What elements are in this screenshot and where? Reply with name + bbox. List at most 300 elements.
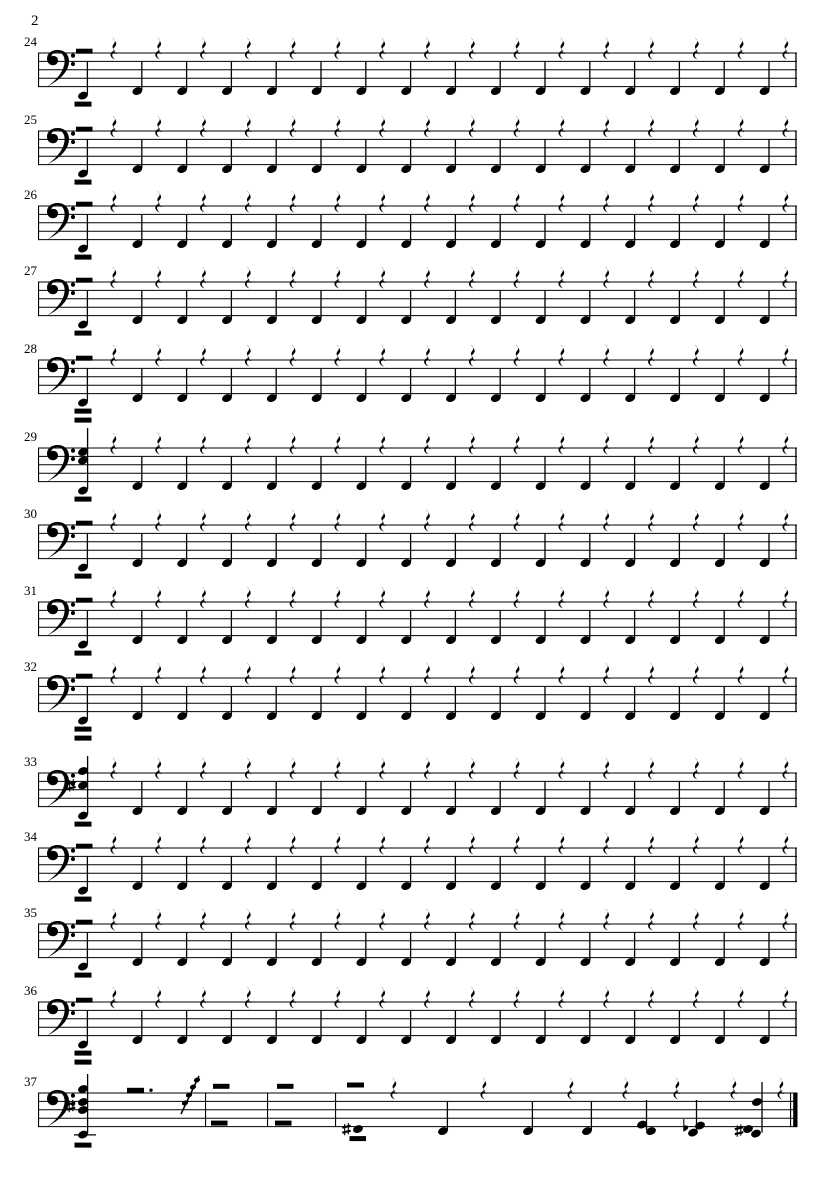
quarter-note	[311, 781, 323, 816]
quarter-rest	[514, 116, 520, 138]
quarter-rest	[514, 587, 520, 609]
rest-bar-below	[75, 897, 92, 902]
quarter-rest	[738, 987, 744, 1009]
system-35	[24, 905, 797, 978]
quarter-rest	[424, 510, 430, 532]
quarter-rest	[290, 909, 296, 931]
quarter-note	[624, 139, 636, 174]
quarter-rest	[648, 510, 654, 532]
quarter-note	[266, 290, 278, 325]
opening-event	[75, 998, 93, 1065]
quarter-rest	[245, 987, 251, 1009]
quarter-note	[579, 686, 591, 721]
quarter-note	[445, 686, 457, 721]
quarter-rest	[335, 663, 341, 685]
start-barline	[38, 448, 39, 483]
bass-clef-icon	[47, 128, 75, 165]
quarter-rest	[693, 38, 699, 60]
end-barline	[795, 360, 796, 395]
quarter-rest	[648, 267, 654, 289]
start-barline	[38, 360, 39, 395]
whole-rest	[76, 202, 93, 207]
quarter-note	[131, 1010, 143, 1045]
quarter-rest	[379, 433, 385, 455]
quarter-rest	[379, 833, 385, 855]
quarter-note	[490, 456, 502, 491]
quarter-note	[714, 290, 726, 325]
quarter-rest	[200, 433, 206, 455]
rest-bar-below	[75, 331, 92, 336]
quarter-rest	[514, 267, 520, 289]
low-quarter-note	[77, 610, 89, 649]
whole-rest	[76, 920, 93, 925]
quarter-rest	[559, 267, 565, 289]
quarter-rest	[290, 663, 296, 685]
measure-number: 33	[24, 754, 37, 769]
rhythm-pattern	[111, 663, 789, 722]
opening-chord	[67, 1074, 96, 1140]
quarter-rest	[111, 587, 117, 609]
system-26	[24, 187, 797, 260]
low-quarter-note	[77, 856, 89, 895]
quarter-rest	[738, 833, 744, 855]
quarter-note	[759, 686, 771, 721]
rhythm-pattern	[111, 587, 789, 646]
quarter-note	[266, 1010, 278, 1045]
opening-chord	[77, 428, 89, 496]
quarter-rest	[783, 433, 789, 455]
start-barline	[38, 282, 39, 317]
quarter-note	[311, 610, 323, 645]
start-barline	[38, 924, 39, 959]
start-barline	[38, 206, 39, 241]
opening-event	[75, 127, 93, 185]
measure-number: 27	[24, 263, 37, 278]
quarter-rest	[738, 909, 744, 931]
quarter-rest	[648, 909, 654, 931]
quarter-rest	[424, 663, 430, 685]
quarter-rest	[200, 909, 206, 931]
quarter-note	[445, 139, 457, 174]
quarter-rest	[514, 758, 520, 780]
quarter-note	[714, 781, 726, 816]
rest-bar-below	[75, 651, 92, 656]
quarter-note	[311, 533, 323, 568]
quarter-rest	[738, 191, 744, 213]
quarter-rest	[603, 987, 609, 1009]
rest-bar-below	[75, 409, 92, 423]
quarter-note	[445, 456, 457, 491]
quarter-rest	[245, 833, 251, 855]
quarter-note	[266, 610, 278, 645]
quarter-rest	[424, 38, 430, 60]
quarter-rest	[245, 909, 251, 931]
quarter-rest	[738, 663, 744, 685]
quarter-rest	[559, 758, 565, 780]
quarter-rest	[514, 663, 520, 685]
quarter-rest	[155, 116, 161, 138]
quarter-note	[624, 856, 636, 891]
quarter-rest	[469, 510, 475, 532]
system-28	[24, 341, 797, 423]
quarter-note	[445, 932, 457, 967]
quarter-rest	[648, 663, 654, 685]
quarter-note	[445, 781, 457, 816]
system-37	[24, 1074, 798, 1148]
quarter-rest	[200, 833, 206, 855]
quarter-note	[221, 1010, 233, 1045]
quarter-rest	[111, 833, 117, 855]
quarter-note	[714, 214, 726, 249]
quarter-rest	[245, 510, 251, 532]
quarter-note	[714, 368, 726, 403]
quarter-rest	[424, 987, 430, 1009]
quarter-note	[131, 856, 143, 891]
quarter-note	[490, 856, 502, 891]
quarter-rest	[469, 191, 475, 213]
quarter-note	[759, 368, 771, 403]
low-quarter-note	[77, 932, 89, 971]
quarter-rest	[424, 587, 430, 609]
quarter-note	[400, 139, 412, 174]
start-barline	[38, 131, 39, 166]
quarter-note	[490, 1010, 502, 1045]
final-chord	[735, 1082, 763, 1139]
staff-lines	[38, 131, 797, 165]
quarter-note	[355, 686, 367, 721]
quarter-rest	[290, 987, 296, 1009]
quarter-rest	[379, 987, 385, 1009]
quarter-note	[355, 1010, 367, 1045]
measure-number: 31	[24, 583, 37, 598]
rest-bar-below	[75, 574, 92, 579]
quarter-rest	[155, 345, 161, 367]
quarter-note	[400, 610, 412, 645]
quarter-rest	[783, 587, 789, 609]
rhythm-pattern	[111, 433, 789, 492]
quarter-note	[759, 456, 771, 491]
quarter-rest	[648, 833, 654, 855]
quarter-note	[759, 1010, 771, 1045]
quarter-note	[535, 856, 547, 891]
quarter-note	[445, 214, 457, 249]
quarter-note	[669, 781, 681, 816]
quarter-rest	[155, 587, 161, 609]
quarter-note	[535, 781, 547, 816]
end-barline	[795, 773, 796, 808]
quarter-note	[624, 610, 636, 645]
quarter-note	[579, 610, 591, 645]
low-quarter-note	[77, 1010, 89, 1049]
quarter-rest	[245, 433, 251, 455]
staff-lines	[38, 53, 797, 87]
rest-bar-below	[75, 727, 92, 741]
barline	[267, 1093, 268, 1128]
quarter-note	[131, 139, 143, 174]
quarter-note	[579, 456, 591, 491]
opening-event	[75, 49, 93, 107]
whole-rest	[76, 49, 93, 54]
quarter-note	[669, 61, 681, 96]
quarter-note	[355, 456, 367, 491]
quarter-rest	[379, 587, 385, 609]
quarter-rest	[200, 663, 206, 685]
quarter-rest	[481, 1078, 487, 1100]
rest-bar-below	[75, 1051, 92, 1065]
quarter-rest	[603, 433, 609, 455]
quarter-rest	[155, 191, 161, 213]
quarter-note	[131, 686, 143, 721]
quarter-note	[490, 368, 502, 403]
quarter-note	[579, 533, 591, 568]
measure-number: 34	[24, 829, 37, 844]
end-barline	[795, 131, 796, 166]
quarter-rest	[648, 987, 654, 1009]
whole-rest	[76, 998, 93, 1003]
quarter-rest	[424, 909, 430, 931]
quarter-rest	[674, 1078, 680, 1100]
bass-clef-icon	[47, 203, 75, 240]
quarter-note	[535, 932, 547, 967]
quarter-rest	[603, 663, 609, 685]
quarter-note	[490, 932, 502, 967]
quarter-rest	[693, 191, 699, 213]
quarter-note	[624, 533, 636, 568]
start-barline	[38, 602, 39, 637]
system-25	[24, 112, 797, 185]
quarter-rest	[245, 116, 251, 138]
quarter-note	[355, 610, 367, 645]
quarter-rest	[693, 345, 699, 367]
measure-number: 24	[24, 34, 37, 49]
quarter-rest	[200, 267, 206, 289]
quarter-rest	[424, 833, 430, 855]
quarter-rest	[290, 833, 296, 855]
opening-event	[75, 521, 93, 579]
quarter-note	[311, 932, 323, 967]
bass-clef-icon	[47, 445, 75, 482]
quarter-rest	[379, 510, 385, 532]
quarter-rest	[514, 38, 520, 60]
quarter-note	[445, 856, 457, 891]
end-barline	[795, 525, 796, 560]
quarter-note	[176, 290, 188, 325]
quarter-note	[131, 368, 143, 403]
quarter-rest	[559, 38, 565, 60]
quarter-note	[176, 533, 188, 568]
quarter-note	[221, 139, 233, 174]
quarter-rest	[290, 38, 296, 60]
quarter-rest	[200, 987, 206, 1009]
quarter-note	[669, 610, 681, 645]
quarter-note	[355, 214, 367, 249]
quarter-rest	[603, 191, 609, 213]
quarter-note	[445, 61, 457, 96]
quarter-note	[400, 533, 412, 568]
start-barline	[38, 678, 39, 713]
quarter-rest	[111, 433, 117, 455]
quarter-note	[669, 456, 681, 491]
quarter-note	[221, 368, 233, 403]
quarter-rest	[155, 433, 161, 455]
measure-number: 28	[24, 341, 37, 356]
low-quarter-note	[77, 139, 89, 178]
low-quarter-note	[77, 61, 89, 100]
quarter-note	[445, 368, 457, 403]
quarter-note	[669, 856, 681, 891]
quarter-note	[176, 856, 188, 891]
quarter-rest	[568, 1078, 574, 1100]
quarter-note	[579, 856, 591, 891]
dotted-half-rest	[127, 1088, 153, 1093]
quarter-note	[176, 368, 188, 403]
whole-rest	[76, 844, 93, 849]
quarter-rest	[559, 663, 565, 685]
quarter-note	[221, 932, 233, 967]
quarter-rest	[200, 510, 206, 532]
system-34	[24, 829, 797, 902]
quarter-note	[311, 686, 323, 721]
quarter-rest	[559, 833, 565, 855]
low-quarter-note	[77, 290, 89, 329]
measure-number: 30	[24, 506, 37, 521]
quarter-rest	[335, 116, 341, 138]
quarter-note	[176, 932, 188, 967]
quarter-rest	[469, 833, 475, 855]
quarter-note	[624, 932, 636, 967]
low-quarter-note	[77, 214, 89, 253]
quarter-note	[669, 533, 681, 568]
quarter-note	[176, 610, 188, 645]
quarter-note	[266, 456, 278, 491]
quarter-rest	[559, 587, 565, 609]
quarter-note	[579, 290, 591, 325]
quarter-note	[221, 533, 233, 568]
quarter-rest	[335, 345, 341, 367]
quarter-note	[266, 533, 278, 568]
quarter-note	[221, 781, 233, 816]
quarter-note	[669, 290, 681, 325]
rest-bar-below	[75, 497, 92, 502]
quarter-note	[490, 533, 502, 568]
quarter-note	[714, 61, 726, 96]
start-barline	[38, 848, 39, 883]
quarter-note	[221, 214, 233, 249]
quarter-rest	[335, 191, 341, 213]
quarter-rest	[514, 909, 520, 931]
quarter-rest	[245, 267, 251, 289]
quarter-rest	[648, 191, 654, 213]
quarter-rest	[623, 1078, 629, 1100]
quarter-note	[759, 533, 771, 568]
system-36	[24, 983, 797, 1065]
bass-clef-icon	[47, 279, 75, 316]
quarter-rest	[155, 267, 161, 289]
rhythm-pattern	[111, 191, 789, 250]
measure-number: 26	[24, 187, 37, 202]
quarter-rest	[469, 909, 475, 931]
quarter-rest	[603, 267, 609, 289]
grace-cluster	[181, 1076, 201, 1114]
end-barline	[795, 282, 796, 317]
quarter-note	[445, 290, 457, 325]
quarter-note	[624, 290, 636, 325]
quarter-rest	[290, 345, 296, 367]
quarter-note	[759, 610, 771, 645]
quarter-note	[624, 686, 636, 721]
quarter-rest	[738, 587, 744, 609]
quarter-rest	[469, 345, 475, 367]
quarter-rest	[603, 833, 609, 855]
quarter-note	[579, 214, 591, 249]
quarter-note	[131, 214, 143, 249]
quarter-rest	[200, 758, 206, 780]
quarter-note	[624, 214, 636, 249]
staff-lines	[38, 773, 797, 807]
quarter-rest	[200, 345, 206, 367]
quarter-rest	[738, 38, 744, 60]
quarter-rest	[603, 909, 609, 931]
rest-bar-below	[75, 1143, 92, 1148]
rhythm-pattern	[111, 345, 789, 404]
opening-event	[75, 674, 93, 741]
quarter-rest	[603, 510, 609, 532]
quarter-rest	[424, 267, 430, 289]
measure-number: 35	[24, 905, 37, 920]
opening-event	[75, 598, 93, 656]
quarter-note	[311, 456, 323, 491]
quarter-rest	[155, 510, 161, 532]
quarter-note	[176, 1010, 188, 1045]
quarter-note	[535, 214, 547, 249]
quarter-rest	[783, 909, 789, 931]
quarter-rest	[731, 1078, 737, 1100]
measure-number: 29	[24, 429, 37, 444]
quarter-note	[445, 533, 457, 568]
quarter-rest	[738, 345, 744, 367]
whole-rest	[76, 278, 93, 283]
quarter-note	[355, 932, 367, 967]
quarter-note	[579, 781, 591, 816]
system-30	[24, 506, 797, 579]
quarter-rest	[111, 116, 117, 138]
quarter-note	[355, 139, 367, 174]
measure-number: 32	[24, 659, 37, 674]
bass-clef-icon	[47, 599, 75, 636]
low-quarter-note	[77, 368, 89, 407]
quarter-note	[131, 932, 143, 967]
quarter-rest	[200, 587, 206, 609]
quarter-note	[579, 139, 591, 174]
quarter-note	[445, 1010, 457, 1045]
whole-rest	[76, 356, 93, 361]
quarter-rest	[379, 116, 385, 138]
bass-clef-icon	[47, 921, 75, 958]
quarter-note	[759, 290, 771, 325]
quarter-rest	[783, 758, 789, 780]
system-29	[24, 428, 797, 502]
quarter-note	[437, 1101, 449, 1136]
quarter-rest	[335, 909, 341, 931]
quarter-note	[445, 610, 457, 645]
quarter-note	[131, 610, 143, 645]
quarter-rest	[693, 433, 699, 455]
quarter-rest	[335, 510, 341, 532]
quarter-note	[221, 290, 233, 325]
quarter-note	[400, 781, 412, 816]
quarter-rest	[603, 38, 609, 60]
quarter-rest	[290, 587, 296, 609]
